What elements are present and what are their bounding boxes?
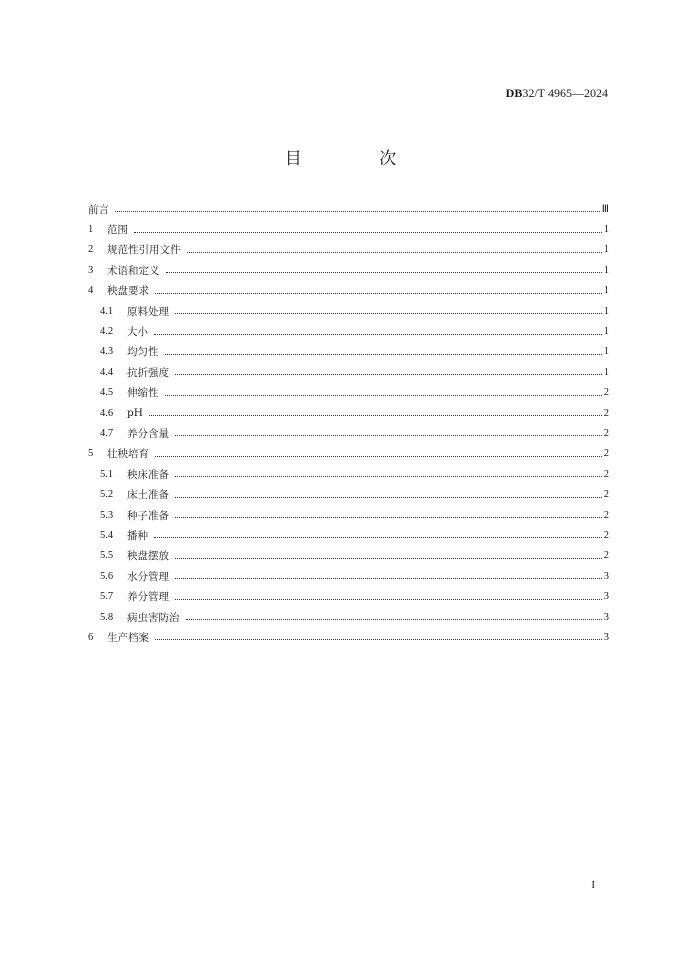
table-of-contents: [88, 199, 609, 648]
toc-entry-page: 1: [603, 366, 609, 378]
toc-entry-label: pH: [127, 407, 143, 420]
standard-code-prefix: DB: [505, 86, 523, 100]
toc-entry-number: 4.3: [100, 346, 114, 358]
toc-entry[interactable]: [88, 199, 609, 219]
toc-entry-page: 1: [603, 346, 609, 358]
toc-entry[interactable]: [88, 546, 609, 566]
toc-entry-number: 6: [88, 631, 94, 643]
toc-entry[interactable]: [88, 321, 609, 341]
toc-entry[interactable]: [88, 260, 609, 280]
toc-entry-number: 4.1: [100, 305, 114, 317]
toc-leader-dots: [155, 292, 602, 294]
toc-entry-page: 1: [603, 285, 609, 297]
toc-leader-dots: [175, 373, 602, 375]
toc-entry[interactable]: [88, 219, 609, 239]
toc-entry-label: 范围: [107, 224, 128, 237]
toc-entry-number: 4: [88, 285, 94, 297]
toc-entry-label: 养分含量: [127, 427, 169, 440]
toc-leader-dots: [115, 210, 600, 212]
toc-entry-label: 生产档案: [107, 631, 149, 644]
toc-entry-page: Ⅲ: [601, 204, 609, 216]
toc-entry-label: 伸缩性: [127, 387, 159, 400]
toc-entry[interactable]: [88, 342, 609, 362]
toc-entry-number: 5.2: [100, 489, 114, 501]
toc-entry[interactable]: [88, 464, 609, 484]
toc-entry-number: 4.6: [100, 407, 114, 419]
toc-leader-dots: [175, 312, 602, 314]
toc-entry-label: 均匀性: [127, 346, 159, 359]
toc-leader-dots: [175, 598, 602, 600]
toc-entry-page: 2: [603, 427, 609, 439]
toc-entry-number: 5: [88, 448, 94, 460]
toc-entry-number: 4.5: [100, 387, 114, 399]
toc-entry[interactable]: [88, 586, 609, 606]
toc-entry-page: 1: [603, 224, 609, 236]
toc-entry-page: 3: [603, 591, 609, 603]
toc-entry-number: 3: [88, 264, 94, 276]
toc-entry-label: 抗折强度: [127, 366, 169, 379]
toc-entry-number: 2: [88, 244, 94, 256]
toc-entry-number: 4.7: [100, 427, 114, 439]
toc-leader-dots: [165, 394, 602, 396]
toc-leader-dots: [175, 475, 602, 477]
toc-entry-page: 3: [603, 611, 609, 623]
toc-entry[interactable]: [88, 627, 609, 647]
toc-leader-dots: [134, 231, 602, 233]
toc-entry-number: 5.3: [100, 509, 114, 521]
toc-entry[interactable]: [88, 423, 609, 443]
standard-code-year: 4965—2024: [548, 86, 608, 100]
toc-entry-label: 床土准备: [127, 489, 169, 502]
toc-entry[interactable]: [88, 403, 609, 423]
toc-leader-dots: [154, 333, 602, 335]
toc-entry[interactable]: [88, 240, 609, 260]
toc-entry-label: 原料处理: [127, 305, 169, 318]
toc-leader-dots: [175, 557, 602, 559]
toc-entry-page: 2: [603, 509, 609, 521]
toc-entry[interactable]: [88, 607, 609, 627]
toc-entry-page: 2: [603, 448, 609, 460]
toc-leader-dots: [166, 271, 602, 273]
toc-entry-number: 5.5: [100, 550, 114, 562]
toc-leader-dots: [175, 577, 602, 579]
toc-entry[interactable]: [88, 383, 609, 403]
toc-entry-label: 前言: [88, 203, 109, 216]
toc-leader-dots: [187, 251, 602, 253]
toc-entry-label: 养分管理: [127, 591, 169, 604]
toc-entry-label: 种子准备: [127, 509, 169, 522]
toc-entry-page: 2: [603, 407, 609, 419]
toc-entry-number: 5.1: [100, 468, 114, 480]
toc-entry-page: 2: [603, 387, 609, 399]
toc-entry-number: 5.6: [100, 570, 114, 582]
toc-leader-dots: [155, 455, 602, 457]
toc-entry-label: 秧床准备: [127, 468, 169, 481]
toc-entry-number: 5.8: [100, 611, 114, 623]
toc-entry[interactable]: [88, 362, 609, 382]
toc-entry-label: 术语和定义: [107, 264, 160, 277]
toc-leader-dots: [155, 638, 602, 640]
toc-entry-page: 2: [603, 468, 609, 480]
toc-entry-number: 4.2: [100, 326, 114, 338]
toc-leader-dots: [165, 353, 602, 355]
toc-entry[interactable]: [88, 301, 609, 321]
page-number: I: [591, 879, 595, 891]
toc-entry[interactable]: [88, 484, 609, 504]
toc-entry-label: 规范性引用文件: [107, 244, 181, 257]
toc-entry-number: 5.7: [100, 591, 114, 603]
toc-entry-page: 1: [603, 326, 609, 338]
toc-leader-dots: [175, 496, 602, 498]
toc-leader-dots: [186, 618, 602, 620]
standard-code: [506, 86, 608, 101]
toc-leader-dots: [175, 434, 602, 436]
standard-code-number: 32/T: [522, 86, 545, 100]
toc-entry[interactable]: [88, 525, 609, 545]
toc-entry-page: 2: [603, 489, 609, 501]
toc-entry-page: 3: [603, 631, 609, 643]
toc-entry-page: 1: [603, 244, 609, 256]
toc-entry-label: 秧盘要求: [107, 285, 149, 298]
toc-entry[interactable]: [88, 444, 609, 464]
toc-entry-page: 2: [603, 550, 609, 562]
toc-entry-page: 1: [603, 305, 609, 317]
toc-entry-label: 播种: [127, 529, 148, 542]
toc-entry-page: 2: [603, 529, 609, 541]
toc-entry-label: 壮秧培育: [107, 448, 149, 461]
toc-entry[interactable]: [88, 505, 609, 525]
toc-entry-number: 1: [88, 224, 94, 236]
toc-entry-label: 大小: [127, 326, 148, 339]
toc-entry-page: 1: [603, 264, 609, 276]
toc-entry-label: 水分管理: [127, 570, 169, 583]
toc-entry-number: 4.4: [100, 366, 114, 378]
toc-entry-label: 病虫害防治: [127, 611, 180, 624]
toc-entry-label: 秧盘摆放: [127, 550, 169, 563]
toc-entry-number: 5.4: [100, 529, 114, 541]
toc-leader-dots: [154, 536, 602, 538]
toc-entry-page: 3: [603, 570, 609, 582]
toc-entry[interactable]: [88, 281, 609, 301]
toc-entry[interactable]: [88, 566, 609, 586]
toc-leader-dots: [149, 414, 602, 416]
page-title: 目 次: [284, 149, 433, 169]
toc-leader-dots: [175, 516, 602, 518]
